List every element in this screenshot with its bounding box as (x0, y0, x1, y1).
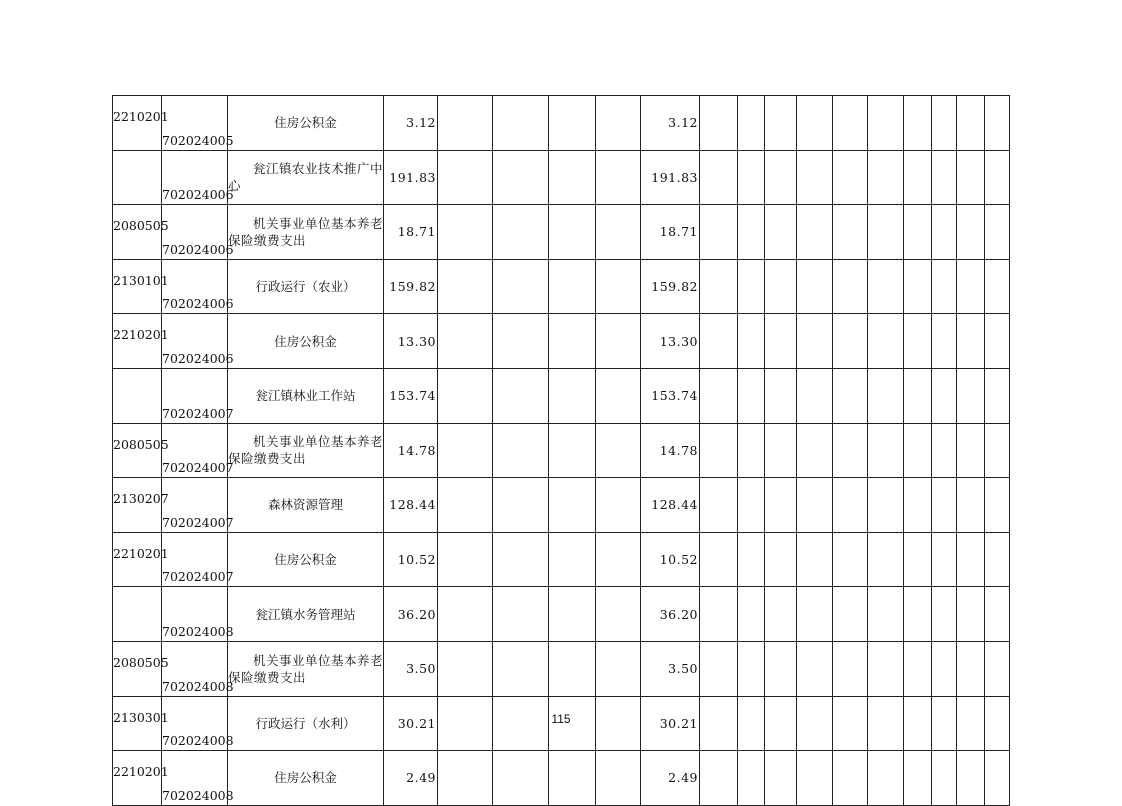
basic-expenditure-cell: 153.74 (641, 368, 700, 423)
empty-cell (438, 423, 493, 478)
empty-cell (833, 368, 868, 423)
empty-cell (765, 532, 797, 587)
empty-cell (833, 532, 868, 587)
table-row (113, 587, 1010, 642)
table-row (113, 532, 1010, 587)
empty-cell (493, 150, 549, 205)
item-name-cell: 瓮江镇水务管理站 (228, 587, 384, 642)
table-row (113, 423, 1010, 478)
item-name-cell: 行政运行（水利） (228, 696, 384, 751)
item-name-cell: 行政运行（农业） (228, 259, 384, 314)
empty-cell (932, 751, 957, 806)
empty-cell (957, 368, 985, 423)
empty-cell (932, 641, 957, 696)
function-code-cell (113, 587, 162, 642)
empty-cell (596, 423, 641, 478)
empty-cell (438, 641, 493, 696)
basic-expenditure-cell: 10.52 (641, 532, 700, 587)
empty-cell (797, 532, 833, 587)
empty-cell (957, 478, 985, 533)
total-amount-cell: 18.71 (384, 205, 438, 260)
empty-cell (493, 751, 549, 806)
empty-cell (868, 423, 904, 478)
empty-cell (985, 478, 1010, 533)
empty-cell (738, 641, 765, 696)
empty-cell (700, 96, 738, 151)
empty-cell (904, 368, 932, 423)
empty-cell (904, 259, 932, 314)
empty-cell (833, 641, 868, 696)
empty-cell (738, 532, 765, 587)
empty-cell (932, 423, 957, 478)
empty-cell (438, 96, 493, 151)
basic-expenditure-cell: 18.71 (641, 205, 700, 260)
function-code-cell: 2130207 (113, 478, 162, 533)
empty-cell (868, 368, 904, 423)
empty-cell (700, 751, 738, 806)
empty-cell (549, 587, 596, 642)
table-row (113, 751, 1010, 806)
empty-cell (700, 368, 738, 423)
function-code-cell (113, 150, 162, 205)
empty-cell (957, 423, 985, 478)
unit-code-cell: 702024007 (162, 532, 228, 587)
empty-cell (797, 478, 833, 533)
empty-cell (833, 259, 868, 314)
function-code-cell: 2080505 (113, 641, 162, 696)
empty-cell (738, 423, 765, 478)
empty-cell (868, 478, 904, 533)
empty-cell (985, 423, 1010, 478)
page-number: 115 (551, 712, 571, 726)
empty-cell (797, 150, 833, 205)
empty-cell (493, 532, 549, 587)
empty-cell (833, 150, 868, 205)
empty-cell (493, 205, 549, 260)
empty-cell (596, 205, 641, 260)
empty-cell (438, 314, 493, 369)
unit-code-cell: 702024005 (162, 96, 228, 151)
empty-cell (596, 751, 641, 806)
empty-cell (700, 259, 738, 314)
empty-cell (868, 314, 904, 369)
empty-cell (985, 314, 1010, 369)
empty-cell (765, 96, 797, 151)
empty-cell (549, 96, 596, 151)
empty-cell (985, 368, 1010, 423)
total-amount-cell: 13.30 (384, 314, 438, 369)
empty-cell (700, 314, 738, 369)
empty-cell (904, 478, 932, 533)
empty-cell (985, 150, 1010, 205)
empty-cell (549, 641, 596, 696)
empty-cell (833, 751, 868, 806)
table-row (113, 368, 1010, 423)
function-code-cell: 2210201 (113, 751, 162, 806)
unit-code-cell: 702024006 (162, 150, 228, 205)
unit-code-cell: 702024007 (162, 478, 228, 533)
empty-cell (765, 368, 797, 423)
empty-cell (904, 751, 932, 806)
empty-cell (738, 259, 765, 314)
unit-code-cell: 702024006 (162, 259, 228, 314)
empty-cell (904, 641, 932, 696)
empty-cell (765, 423, 797, 478)
empty-cell (738, 368, 765, 423)
empty-cell (738, 96, 765, 151)
unit-code-cell: 702024008 (162, 587, 228, 642)
basic-expenditure-cell: 13.30 (641, 314, 700, 369)
total-amount-cell: 153.74 (384, 368, 438, 423)
empty-cell (957, 587, 985, 642)
empty-cell (738, 205, 765, 260)
function-code-cell: 2130101 (113, 259, 162, 314)
empty-cell (932, 532, 957, 587)
empty-cell (596, 368, 641, 423)
total-amount-cell: 3.12 (384, 96, 438, 151)
empty-cell (957, 751, 985, 806)
empty-cell (957, 96, 985, 151)
empty-cell (904, 423, 932, 478)
empty-cell (549, 205, 596, 260)
table-row (113, 259, 1010, 314)
item-name-cell: 住房公积金 (228, 532, 384, 587)
empty-cell (700, 532, 738, 587)
empty-cell (932, 96, 957, 151)
empty-cell (738, 478, 765, 533)
budget-table (112, 95, 1010, 806)
empty-cell (932, 587, 957, 642)
empty-cell (765, 205, 797, 260)
empty-cell (596, 532, 641, 587)
empty-cell (438, 532, 493, 587)
empty-cell (932, 478, 957, 533)
empty-cell (797, 368, 833, 423)
empty-cell (833, 205, 868, 260)
empty-cell (833, 478, 868, 533)
table-row (113, 96, 1010, 151)
empty-cell (596, 259, 641, 314)
unit-code-cell: 702024008 (162, 641, 228, 696)
total-amount-cell: 128.44 (384, 478, 438, 533)
empty-cell (596, 641, 641, 696)
item-name-cell: 瓮江镇农业技术推广中心 (228, 150, 384, 205)
unit-code-cell: 702024007 (162, 423, 228, 478)
empty-cell (596, 478, 641, 533)
empty-cell (738, 314, 765, 369)
empty-cell (549, 314, 596, 369)
empty-cell (493, 641, 549, 696)
empty-cell (932, 259, 957, 314)
total-amount-cell: 191.83 (384, 150, 438, 205)
total-amount-cell: 3.50 (384, 641, 438, 696)
item-name-cell: 住房公积金 (228, 314, 384, 369)
empty-cell (438, 751, 493, 806)
empty-cell (438, 150, 493, 205)
empty-cell (493, 314, 549, 369)
function-code-cell (113, 368, 162, 423)
empty-cell (738, 150, 765, 205)
empty-cell (957, 150, 985, 205)
function-code-cell: 2080505 (113, 205, 162, 260)
basic-expenditure-cell: 36.20 (641, 587, 700, 642)
empty-cell (932, 205, 957, 260)
basic-expenditure-cell: 159.82 (641, 259, 700, 314)
empty-cell (549, 150, 596, 205)
empty-cell (700, 150, 738, 205)
total-amount-cell: 159.82 (384, 259, 438, 314)
item-name-cell: 机关事业单位基本养老保险缴费支出 (228, 423, 384, 478)
empty-cell (493, 423, 549, 478)
empty-cell (549, 368, 596, 423)
empty-cell (765, 587, 797, 642)
empty-cell (985, 96, 1010, 151)
basic-expenditure-cell: 30.21 (641, 696, 700, 751)
empty-cell (765, 259, 797, 314)
item-name-cell: 森林资源管理 (228, 478, 384, 533)
total-amount-cell: 14.78 (384, 423, 438, 478)
table-row (113, 314, 1010, 369)
empty-cell (438, 205, 493, 260)
empty-cell (957, 532, 985, 587)
empty-cell (904, 314, 932, 369)
empty-cell (797, 314, 833, 369)
empty-cell (700, 478, 738, 533)
item-name-cell: 机关事业单位基本养老保险缴费支出 (228, 205, 384, 260)
empty-cell (957, 259, 985, 314)
empty-cell (868, 587, 904, 642)
empty-cell (438, 478, 493, 533)
empty-cell (738, 587, 765, 642)
empty-cell (985, 259, 1010, 314)
empty-cell (549, 532, 596, 587)
empty-cell (549, 259, 596, 314)
empty-cell (797, 587, 833, 642)
empty-cell (765, 478, 797, 533)
empty-cell (868, 532, 904, 587)
empty-cell (797, 423, 833, 478)
empty-cell (700, 641, 738, 696)
item-name-cell: 机关事业单位基本养老保险缴费支出 (228, 641, 384, 696)
item-name-cell: 住房公积金 (228, 751, 384, 806)
empty-cell (957, 314, 985, 369)
function-code-cell: 2210201 (113, 314, 162, 369)
empty-cell (493, 259, 549, 314)
empty-cell (868, 641, 904, 696)
empty-cell (957, 641, 985, 696)
empty-cell (985, 641, 1010, 696)
empty-cell (700, 205, 738, 260)
empty-cell (833, 314, 868, 369)
empty-cell (868, 96, 904, 151)
table-row (113, 150, 1010, 205)
empty-cell (438, 368, 493, 423)
empty-cell (932, 368, 957, 423)
basic-expenditure-cell: 128.44 (641, 478, 700, 533)
empty-cell (957, 205, 985, 260)
table-row (113, 641, 1010, 696)
empty-cell (596, 314, 641, 369)
empty-cell (868, 150, 904, 205)
empty-cell (985, 532, 1010, 587)
basic-expenditure-cell: 14.78 (641, 423, 700, 478)
empty-cell (868, 259, 904, 314)
unit-code-cell: 702024008 (162, 696, 228, 751)
unit-code-cell: 702024006 (162, 314, 228, 369)
function-code-cell: 2210201 (113, 532, 162, 587)
empty-cell (438, 587, 493, 642)
empty-cell (833, 96, 868, 151)
unit-code-cell: 702024007 (162, 368, 228, 423)
empty-cell (493, 368, 549, 423)
empty-cell (904, 532, 932, 587)
basic-expenditure-cell: 191.83 (641, 150, 700, 205)
function-code-cell: 2210201 (113, 96, 162, 151)
empty-cell (596, 96, 641, 151)
empty-cell (985, 587, 1010, 642)
basic-expenditure-cell: 2.49 (641, 751, 700, 806)
empty-cell (765, 751, 797, 806)
empty-cell (904, 587, 932, 642)
total-amount-cell: 2.49 (384, 751, 438, 806)
empty-cell (833, 423, 868, 478)
basic-expenditure-cell: 3.12 (641, 96, 700, 151)
empty-cell (493, 96, 549, 151)
function-code-cell: 2130301 (113, 696, 162, 751)
empty-cell (932, 314, 957, 369)
empty-cell (904, 96, 932, 151)
empty-cell (438, 259, 493, 314)
empty-cell (797, 641, 833, 696)
empty-cell (985, 751, 1010, 806)
basic-expenditure-cell: 3.50 (641, 641, 700, 696)
empty-cell (596, 587, 641, 642)
function-code-cell: 2080505 (113, 423, 162, 478)
empty-cell (700, 423, 738, 478)
empty-cell (700, 587, 738, 642)
empty-cell (596, 150, 641, 205)
empty-cell (765, 150, 797, 205)
empty-cell (765, 641, 797, 696)
empty-cell (549, 423, 596, 478)
item-name-cell: 住房公积金 (228, 96, 384, 151)
empty-cell (985, 205, 1010, 260)
empty-cell (797, 751, 833, 806)
unit-code-cell: 702024008 (162, 751, 228, 806)
total-amount-cell: 30.21 (384, 696, 438, 751)
total-amount-cell: 36.20 (384, 587, 438, 642)
empty-cell (797, 205, 833, 260)
table-row (113, 205, 1010, 260)
empty-cell (797, 259, 833, 314)
table-row (113, 478, 1010, 533)
unit-code-cell: 702024006 (162, 205, 228, 260)
total-amount-cell: 10.52 (384, 532, 438, 587)
empty-cell (765, 314, 797, 369)
empty-cell (868, 205, 904, 260)
item-name-cell: 瓮江镇林业工作站 (228, 368, 384, 423)
empty-cell (904, 150, 932, 205)
empty-cell (932, 150, 957, 205)
empty-cell (493, 587, 549, 642)
empty-cell (738, 751, 765, 806)
empty-cell (868, 751, 904, 806)
empty-cell (549, 751, 596, 806)
empty-cell (797, 96, 833, 151)
empty-cell (493, 478, 549, 533)
empty-cell (549, 478, 596, 533)
empty-cell (904, 205, 932, 260)
empty-cell (833, 587, 868, 642)
